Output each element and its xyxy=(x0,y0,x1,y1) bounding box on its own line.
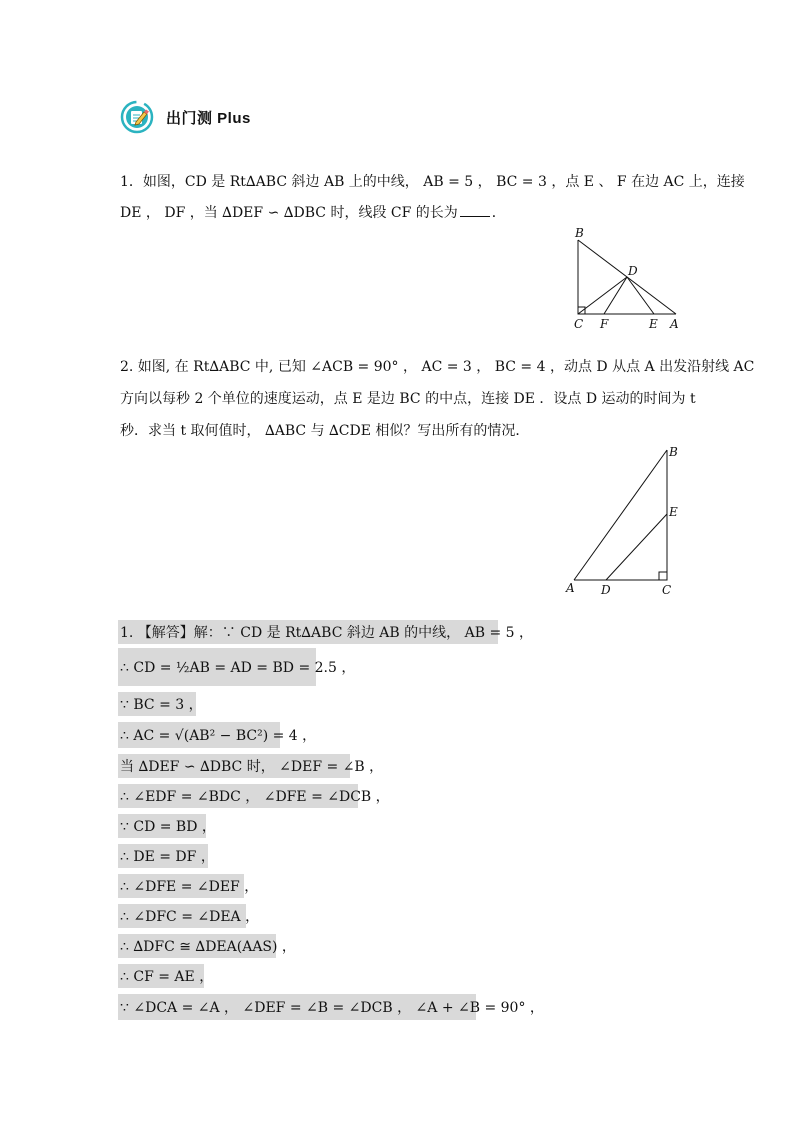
question-1-line-1: 1．如图，CD 是 Rt∆ABC 斜边 AB 上的中线， AB = 5 ， BC = 3 ，点 E 、 F 在边 AC 上，连接 xyxy=(120,174,745,190)
solution-line-10: ∴ ∠DFC = ∠DEA ， xyxy=(118,904,246,928)
figure-2-label-e: E xyxy=(669,505,678,519)
question-2-line-1: 2. 如图, 在 Rt∆ABC 中, 已知 ∠ACB = 90° ， AC = 3 ， BC = 4 ，动点 D 从点 A 出发沿射线 AC xyxy=(120,359,755,375)
figure-1-label-a: A xyxy=(670,317,679,331)
figure-1-label-e: E xyxy=(649,317,658,331)
figure-2-label-b: B xyxy=(669,445,678,459)
solution-line-1: 1. 【解答】解：∵ CD 是 Rt∆ABC 斜边 AB 的中线， AB = 5 ， xyxy=(118,620,498,644)
solution-line-9: ∴ ∠DFE = ∠DEF ， xyxy=(118,874,244,898)
solution-line-8: ∴ DE = DF ， xyxy=(118,844,208,868)
solution-line-13: ∵ ∠DCA = ∠A ， ∠DEF = ∠B = ∠DCB ， ∠A + ∠B = 90° ， xyxy=(118,994,476,1020)
solution-line-11: ∴ ∆DFC ≅ ∆DEA(AAS) ， xyxy=(118,934,276,958)
figure-1-label-b: B xyxy=(575,226,584,240)
figure-2-label-a: A xyxy=(566,581,575,595)
question-1-text: DE ， DF ，当 ∆DEF ∽ ∆DBC 时，线段 CF 的长为 xyxy=(120,205,458,221)
solution-line-3: ∵ BC = 3 ， xyxy=(118,692,196,716)
figure-1-label-d: D xyxy=(628,264,638,278)
question-1-period: ． xyxy=(491,205,506,221)
solution-line-4: ∴ AC = √(AB² − BC²) = 4 ， xyxy=(118,722,280,748)
question-1-figure xyxy=(566,226,686,336)
figure-2-label-c: C xyxy=(662,583,672,597)
question-2-line-3: 秒．求当 t 取何值时， ∆ABC 与 ∆CDE 相似？写出所有的情况． xyxy=(120,423,530,439)
solution-line-6: ∴ ∠EDF = ∠BDC ， ∠DFE = ∠DCB ， xyxy=(118,784,358,808)
question-2-figure xyxy=(562,440,692,602)
solution-line-2: ∴ CD = ½AB = AD = BD = 2.5 ， xyxy=(118,648,316,686)
figure-1-label-f: F xyxy=(600,317,609,331)
solution-line-5: 当 ∆DEF ∽ ∆DBC 时， ∠DEF = ∠B ， xyxy=(118,754,350,778)
pencil-notebook-icon xyxy=(120,100,154,134)
answer-blank xyxy=(460,202,490,217)
figure-2-label-d: D xyxy=(601,583,611,597)
solution-line-7: ∵ CD = BD ， xyxy=(118,814,206,838)
question-1-line-2 xyxy=(120,202,506,223)
section-title: 出门测 Plus xyxy=(166,109,251,127)
solution-line-12: ∴ CF = AE ， xyxy=(118,964,204,988)
question-2-line-2: 方向以每秒 2 个单位的速度运动，点 E 是边 BC 的中点，连接 DE ．设点 D 运动的时间为 t xyxy=(120,391,696,407)
section-header xyxy=(120,100,251,134)
figure-1-label-c: C xyxy=(574,317,584,331)
